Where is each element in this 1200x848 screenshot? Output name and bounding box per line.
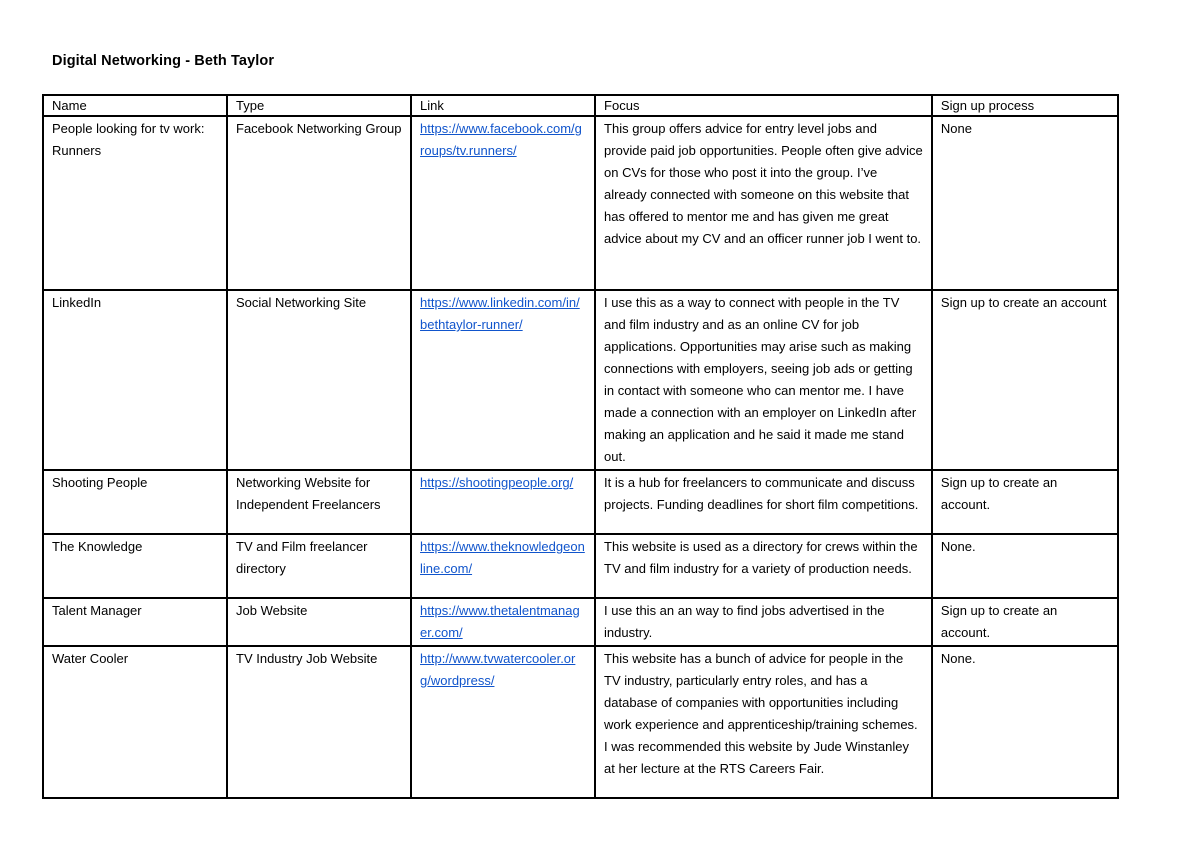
linkedin-link[interactable]: https://www.linkedin.com/in/bethtaylor-runner/ [420, 295, 580, 332]
cell-signup: Sign up to create an account [932, 290, 1118, 470]
cell-name: Shooting People [43, 470, 227, 534]
cell-link [411, 646, 595, 798]
cell-link [411, 116, 595, 290]
table-row [43, 116, 1118, 290]
cell-signup: Sign up to create an account. [932, 598, 1118, 646]
cell-link [411, 470, 595, 534]
table-header-row [43, 95, 1118, 116]
cell-link [411, 290, 595, 470]
cell-name: People looking for tv work: Runners [43, 116, 227, 290]
column-header-link: Link [411, 95, 595, 116]
cell-name: LinkedIn [43, 290, 227, 470]
table-row [43, 470, 1118, 534]
cell-signup: None. [932, 534, 1118, 598]
cell-link [411, 598, 595, 646]
the-knowledge-link[interactable]: https://www.theknowledgeonline.com/ [420, 539, 585, 576]
table-row [43, 534, 1118, 598]
cell-name: The Knowledge [43, 534, 227, 598]
cell-focus: I use this as a way to connect with people in the TV and film industry and as an online CV for job applications. Opportunities may arise such as making connections with employers, seeing job ads or getting in contact with someone who can mentor me. I have made a connection with an employer on LinkedIn after making an application and he said it made me stand out. [595, 290, 932, 470]
cell-type: Job Website [227, 598, 411, 646]
cell-focus: This website has a bunch of advice for people in the TV industry, particularly entry roles, and has a database of companies with opportunities including work experience and apprenticeship/training schemes. I was recommended this website by Jude Winstanley at her lecture at the RTS Careers Fair. [595, 646, 932, 798]
water-cooler-link[interactable]: http://www.tvwatercooler.org/wordpress/ [420, 651, 576, 688]
cell-name: Talent Manager [43, 598, 227, 646]
cell-link [411, 534, 595, 598]
talent-manager-link[interactable]: https://www.thetalentmanager.com/ [420, 603, 580, 640]
document-title: Digital Networking - Beth Taylor [52, 53, 275, 69]
column-header-focus: Focus [595, 95, 932, 116]
table-row [43, 646, 1118, 798]
cell-type: Social Networking Site [227, 290, 411, 470]
cell-focus: This group offers advice for entry level jobs and provide paid job opportunities. People often give advice on CVs for those who post it into the group. I’ve already connected with someone on this website that has offered to mentor me and has given me great advice about my CV and an officer runner job I went to. [595, 116, 932, 290]
cell-type: TV Industry Job Website [227, 646, 411, 798]
shooting-people-link[interactable]: https://shootingpeople.org/ [420, 475, 574, 490]
cell-focus: I use this an an way to find jobs advertised in the industry. [595, 598, 932, 646]
table-row [43, 598, 1118, 646]
cell-type: TV and Film freelancer directory [227, 534, 411, 598]
cell-signup: None. [932, 646, 1118, 798]
networking-table [42, 94, 1119, 799]
cell-type: Networking Website for Independent Freelancers [227, 470, 411, 534]
cell-signup: Sign up to create an account. [932, 470, 1118, 534]
column-header-signup: Sign up process [932, 95, 1118, 116]
cell-focus: It is a hub for freelancers to communicate and discuss projects. Funding deadlines for short film competitions. [595, 470, 932, 534]
cell-focus: This website is used as a directory for crews within the TV and film industry for a variety of production needs. [595, 534, 932, 598]
facebook-group-link[interactable]: https://www.facebook.com/groups/tv.runners/ [420, 121, 582, 158]
column-header-name: Name [43, 95, 227, 116]
cell-signup: None [932, 116, 1118, 290]
table-row [43, 290, 1118, 470]
cell-name: Water Cooler [43, 646, 227, 798]
cell-type: Facebook Networking Group [227, 116, 411, 290]
column-header-type: Type [227, 95, 411, 116]
